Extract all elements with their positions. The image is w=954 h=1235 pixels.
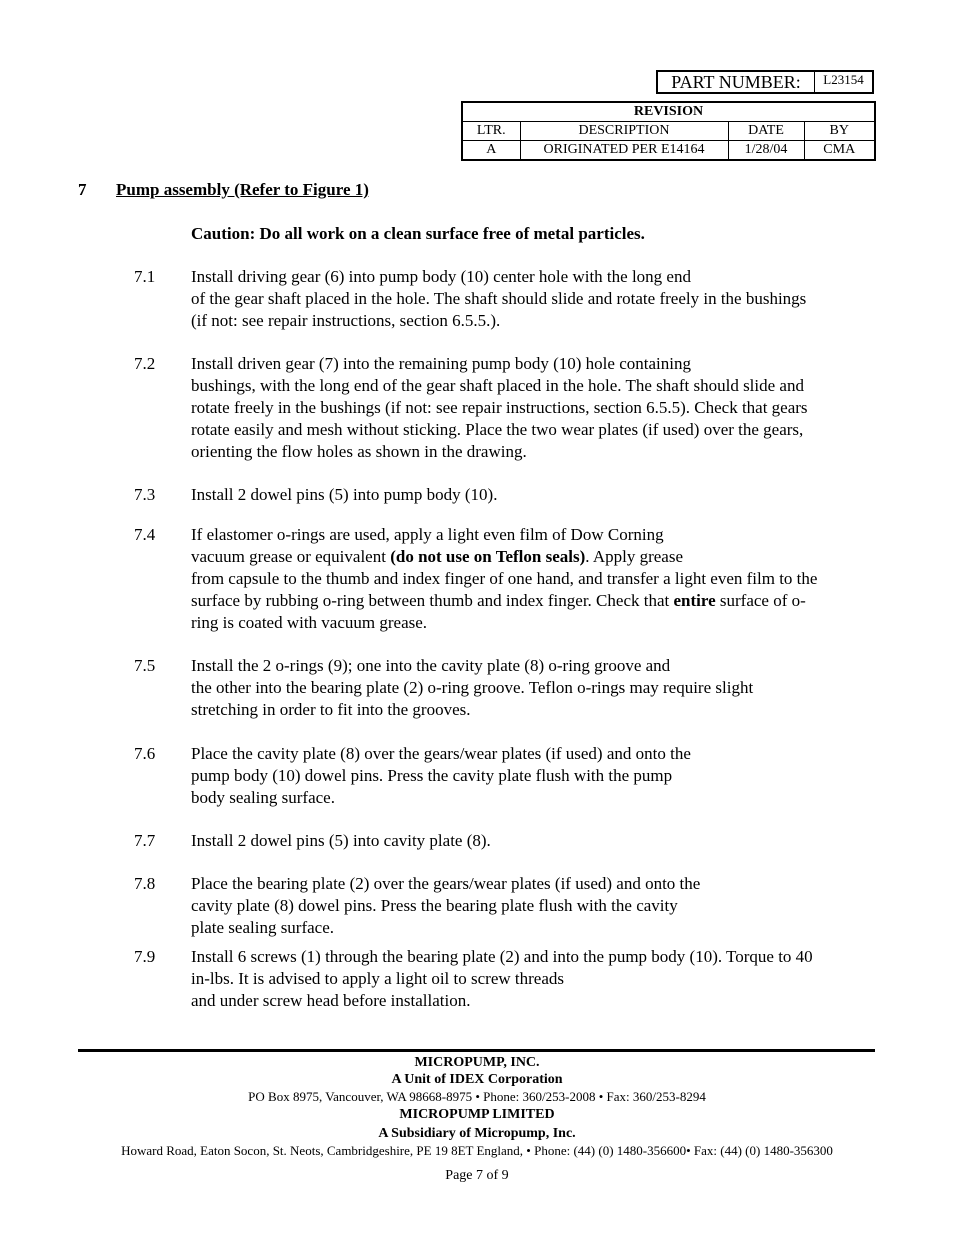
step-text: Install driving gear (6) into pump body (10) center hole with the long end of the gear shaft placed in the hole. The shaft should slide and rotate freely in the bushings (if not: see repair instructions, section 6.5.5.). [191,267,807,330]
step-number: 7.5 [134,656,156,675]
footer-ltd-name: MICROPUMP LIMITED [399,1107,555,1122]
revision-col-description: DESCRIPTION [520,122,728,141]
revision-header-row [462,122,875,141]
revision-description: ORIGINATED PER E14164 [520,141,728,161]
part-number-value: L23154 [823,72,864,87]
step-number: 7.7 [134,831,156,850]
step-text: Place the bearing plate (2) over the gears/wear plates (if used) and onto the cavity plate (8) dowel pins. Press the bearing plate flush with the cavity plate sealing surface. [191,874,701,937]
caution-note: Caution: Do all work on a clean surface free of metal particles. [191,224,645,243]
revision-date: 1/28/04 [728,141,804,161]
footer-subsidiary: A Subsidiary of Micropump, Inc. [378,1126,576,1141]
footer-unit: A Unit of IDEX Corporation [391,1072,563,1087]
step-text: Install the 2 o-rings (9); one into the cavity plate (8) o-ring groove and the other into the bearing plate (2) o-ring groove. Teflon o-rings may require slight stretching in order to fit into the grooves. [191,656,754,719]
step-number: 7.6 [134,744,156,763]
step-number: 7.3 [134,485,156,504]
revision-row [462,141,875,161]
page-number: Page 7 of 9 [445,1168,509,1183]
revision-col-by: BY [804,122,875,141]
step-text: Install 2 dowel pins (5) into pump body (10). [191,485,498,504]
section-title: Pump assembly (Refer to Figure 1) [116,180,369,199]
footer-company: MICROPUMP, INC. [414,1055,540,1070]
step-text: Place the cavity plate (8) over the gears/wear plates (if used) and onto the pump body (10) dowel pins. Press the cavity plate flush with the pump body sealing surface. [191,744,691,807]
step-number: 7.4 [134,525,156,544]
footer-us-address: PO Box 8975, Vancouver, WA 98668-8975 • Phone: 360/253-2008 • Fax: 360/253-8294 [248,1089,706,1104]
step-text: Install 6 screws (1) through the bearing plate (2) and into the pump body (10). Torque to 40 in-lbs. It is advised to apply a light oil to screw threads and under screw head before installation. [191,947,813,1010]
footer-uk-address: Howard Road, Eaton Socon, St. Neots, Cambridgeshire, PE 19 8ET England, • Phone: (44) (0) 1480-356600• Fax: (44) (0) 1480-356300 [121,1143,833,1158]
revision-by: CMA [804,141,875,161]
step-number: 7.1 [134,267,156,286]
revision-col-date: DATE [728,122,804,141]
step-text: Install 2 dowel pins (5) into cavity plate (8). [191,831,491,850]
part-number-box [656,70,874,94]
footer-divider [78,1049,875,1052]
revision-ltr: A [462,141,520,161]
revision-title: REVISION [462,102,875,122]
step-text: Install driven gear (7) into the remaining pump body (10) hole containing bushings, with the long end of the gear shaft placed in the hole. The shaft should slide and rotate freely in the bushings (if not: see repair instructions, section 6.5.5). Check that gears rotate easily and mesh without sticking. Place the two wear plates (if used) over the gears, orienting the flow holes as shown in the drawing. [191,354,808,461]
revision-col-ltr: LTR. [462,122,520,141]
step-text: If elastomer o-rings are used, apply a light even film of Dow Corning vacuum grease or equivalent (do not use on Teflon seals). Apply grease from capsule to the thumb and index finger of one hand, and transfer a light even film to the surface by rubbing o-ring between thumb and index finger. Check that entire surface of o- ring is coated with vacuum grease. [191,525,818,632]
step-number: 7.9 [134,947,156,966]
section-number: 7 [78,180,87,199]
revision-table [461,101,876,161]
step-number: 7.2 [134,354,156,373]
step-number: 7.8 [134,874,156,893]
part-number-label: PART NUMBER: [658,72,815,92]
